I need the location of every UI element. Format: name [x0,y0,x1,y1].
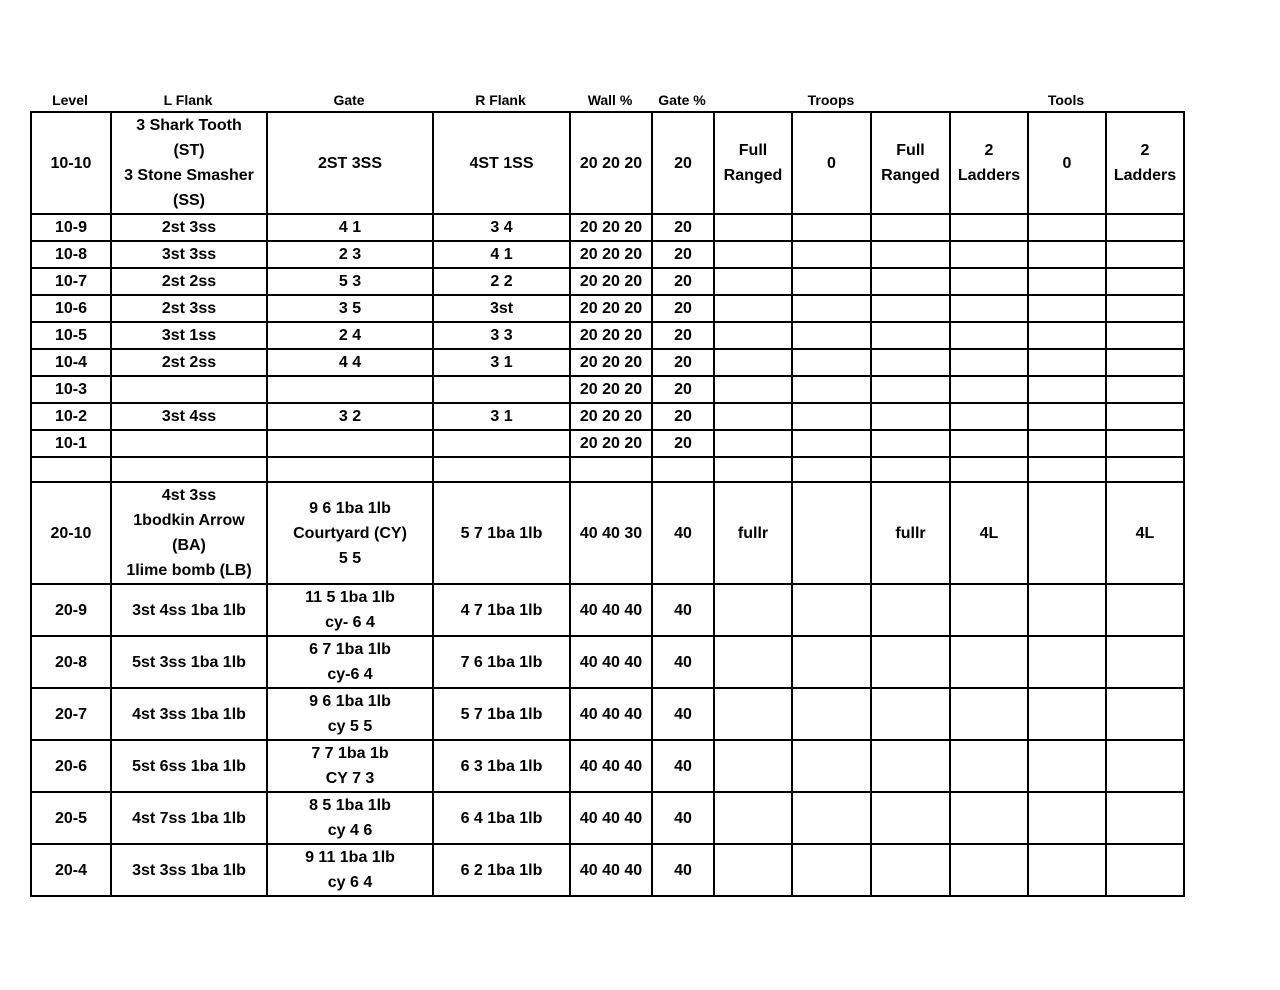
troops-cell-2 [792,482,871,584]
troops-cell-1 [714,376,792,403]
r-flank-cell: 5 7 1ba 1lb [433,482,570,584]
gate-cell: 3 5 [267,295,433,322]
level-cell: 20-10 [31,482,111,584]
gate-cell [267,376,433,403]
troops-cell-3 [871,584,950,636]
r-flank-cell: 2 2 [433,268,570,295]
l-flank-cell: 2st 2ss [111,349,267,376]
tools-cell-1: 2 Ladders [950,112,1028,214]
header-l-flank: L Flank [163,92,213,108]
wall-pct-cell: 20 20 20 [570,214,652,241]
gate-cell: 8 5 1ba 1lb cy 4 6 [267,792,433,844]
troops-cell-1 [714,349,792,376]
wall-pct-cell: 20 20 20 [570,430,652,457]
tools-cell-3 [1106,295,1184,322]
tools-cell-1 [950,214,1028,241]
tools-cell-1 [950,349,1028,376]
troops-cell-1: fullr [714,482,792,584]
gate-pct-cell: 40 [652,688,714,740]
level-cell: 20-6 [31,740,111,792]
table-row [31,376,1184,403]
gate-cell: 3 2 [267,403,433,430]
r-flank-cell: 4ST 1SS [433,112,570,214]
header-troops: Troops [807,92,855,108]
gate-pct-cell: 40 [652,636,714,688]
troops-cell-1 [714,636,792,688]
r-flank-cell [433,457,570,482]
header-r-flank: R Flank [475,92,526,108]
header-wall-pct: Wall % [587,92,633,108]
troops-cell-3 [871,376,950,403]
troops-cell-2 [792,430,871,457]
header-gate-pct: Gate % [658,92,706,108]
wall-pct-cell: 20 20 20 [570,241,652,268]
gate-pct-cell: 40 [652,844,714,896]
tools-cell-2 [1028,740,1106,792]
troops-cell-2 [792,636,871,688]
l-flank-cell: 2st 3ss [111,295,267,322]
troops-cell-2 [792,322,871,349]
l-flank-cell: 3 Shark Tooth (ST) 3 Stone Smasher (SS) [111,112,267,214]
r-flank-cell: 6 4 1ba 1lb [433,792,570,844]
troops-cell-3 [871,295,950,322]
table-row [31,688,1184,740]
level-cell: 20-5 [31,792,111,844]
l-flank-cell: 4st 3ss 1ba 1lb [111,688,267,740]
troops-cell-3 [871,430,950,457]
troops-cell-2 [792,295,871,322]
gate-pct-cell [652,457,714,482]
level-cell: 10-3 [31,376,111,403]
table-row [31,844,1184,896]
troops-cell-1 [714,457,792,482]
level-cell: 10-5 [31,322,111,349]
tools-cell-3 [1106,636,1184,688]
troops-cell-3 [871,688,950,740]
l-flank-cell: 3st 1ss [111,322,267,349]
gate-cell [267,457,433,482]
wall-pct-cell: 40 40 40 [570,792,652,844]
troops-cell-3: Full Ranged [871,112,950,214]
level-cell: 10-4 [31,349,111,376]
troops-cell-2 [792,241,871,268]
table-row [31,295,1184,322]
tools-cell-2 [1028,482,1106,584]
troops-cell-2 [792,688,871,740]
wall-pct-cell: 20 20 20 [570,403,652,430]
l-flank-cell: 3st 4ss 1ba 1lb [111,584,267,636]
tools-cell-1 [950,403,1028,430]
wall-pct-cell: 40 40 40 [570,584,652,636]
tools-cell-2 [1028,268,1106,295]
troops-cell-1 [714,740,792,792]
tools-cell-1 [950,688,1028,740]
l-flank-cell: 3st 4ss [111,403,267,430]
tools-cell-1 [950,376,1028,403]
r-flank-cell: 3 1 [433,403,570,430]
r-flank-cell: 7 6 1ba 1lb [433,636,570,688]
troops-cell-3 [871,844,950,896]
wall-pct-cell: 20 20 20 [570,376,652,403]
troops-cell-1 [714,322,792,349]
r-flank-cell: 5 7 1ba 1lb [433,688,570,740]
troops-cell-1 [714,214,792,241]
troops-cell-2 [792,376,871,403]
level-cell: 20-7 [31,688,111,740]
troops-cell-3 [871,740,950,792]
l-flank-cell [111,376,267,403]
table-row [31,636,1184,688]
troops-cell-2 [792,584,871,636]
troops-cell-3 [871,636,950,688]
wall-pct-cell: 40 40 40 [570,636,652,688]
gate-cell: 4 4 [267,349,433,376]
r-flank-cell: 6 2 1ba 1lb [433,844,570,896]
tools-cell-3 [1106,322,1184,349]
troops-cell-1 [714,584,792,636]
troops-cell-2 [792,844,871,896]
tools-cell-3 [1106,688,1184,740]
header-gate: Gate [333,92,365,108]
l-flank-cell: 3st 3ss [111,241,267,268]
gate-pct-cell: 40 [652,792,714,844]
tools-cell-3 [1106,214,1184,241]
l-flank-cell [111,457,267,482]
r-flank-cell: 3 1 [433,349,570,376]
troops-cell-3 [871,241,950,268]
gate-cell: 4 1 [267,214,433,241]
wall-pct-cell: 20 20 20 [570,295,652,322]
tools-cell-3 [1106,584,1184,636]
level-cell: 10-2 [31,403,111,430]
troops-cell-3 [871,268,950,295]
troops-cell-1 [714,241,792,268]
tools-cell-2 [1028,844,1106,896]
r-flank-cell: 4 1 [433,241,570,268]
l-flank-cell: 5st 3ss 1ba 1lb [111,636,267,688]
tools-cell-2 [1028,636,1106,688]
gate-cell: 2ST 3SS [267,112,433,214]
gate-pct-cell: 40 [652,584,714,636]
level-cell: 10-10 [31,112,111,214]
tools-cell-3: 4L [1106,482,1184,584]
r-flank-cell: 3st [433,295,570,322]
wall-pct-cell: 40 40 40 [570,688,652,740]
gate-pct-cell: 20 [652,295,714,322]
tools-cell-2 [1028,792,1106,844]
level-cell: 10-6 [31,295,111,322]
troops-cell-2 [792,214,871,241]
tools-cell-3 [1106,349,1184,376]
tools-cell-3 [1106,376,1184,403]
level-cell [31,457,111,482]
level-cell: 20-9 [31,584,111,636]
gate-cell: 9 11 1ba 1lb cy 6 4 [267,844,433,896]
l-flank-cell: 4st 7ss 1ba 1lb [111,792,267,844]
tools-cell-3 [1106,740,1184,792]
table-row [31,214,1184,241]
troops-cell-3 [871,403,950,430]
troops-cell-1 [714,295,792,322]
header-level: Level [52,92,88,108]
gate-pct-cell: 20 [652,376,714,403]
r-flank-cell [433,430,570,457]
table-row [31,241,1184,268]
troops-cell-2 [792,403,871,430]
r-flank-cell: 3 3 [433,322,570,349]
tools-cell-2 [1028,403,1106,430]
l-flank-cell: 2st 2ss [111,268,267,295]
gate-cell: 9 6 1ba 1lb cy 5 5 [267,688,433,740]
troops-cell-1: Full Ranged [714,112,792,214]
tools-cell-2 [1028,584,1106,636]
gate-pct-cell: 20 [652,349,714,376]
tools-cell-1 [950,268,1028,295]
gate-pct-cell: 40 [652,740,714,792]
table-row [31,430,1184,457]
troops-cell-3: fullr [871,482,950,584]
tools-cell-1 [950,844,1028,896]
gate-cell: 5 3 [267,268,433,295]
wall-pct-cell: 40 40 40 [570,740,652,792]
tools-cell-1 [950,792,1028,844]
level-cell: 20-4 [31,844,111,896]
tools-cell-1 [950,241,1028,268]
gate-pct-cell: 20 [652,112,714,214]
gate-pct-cell: 20 [652,214,714,241]
tools-cell-2 [1028,295,1106,322]
r-flank-cell: 6 3 1ba 1lb [433,740,570,792]
table-row [31,740,1184,792]
r-flank-cell [433,376,570,403]
gate-cell: 7 7 1ba 1b CY 7 3 [267,740,433,792]
wall-pct-cell: 40 40 40 [570,844,652,896]
gate-cell: 11 5 1ba 1lb cy- 6 4 [267,584,433,636]
r-flank-cell: 4 7 1ba 1lb [433,584,570,636]
gate-cell: 2 4 [267,322,433,349]
tools-cell-1 [950,295,1028,322]
troops-cell-2 [792,349,871,376]
table-row [31,322,1184,349]
troops-cell-2 [792,457,871,482]
level-cell: 10-7 [31,268,111,295]
r-flank-cell: 3 4 [433,214,570,241]
tools-cell-3 [1106,430,1184,457]
tools-cell-2 [1028,349,1106,376]
table-row [31,403,1184,430]
table-row [31,482,1184,584]
tools-cell-3: 2 Ladders [1106,112,1184,214]
siege-table [30,111,1185,897]
troops-cell-1 [714,403,792,430]
l-flank-cell: 2st 3ss [111,214,267,241]
l-flank-cell: 5st 6ss 1ba 1lb [111,740,267,792]
tools-cell-3 [1106,241,1184,268]
l-flank-cell [111,430,267,457]
wall-pct-cell: 20 20 20 [570,268,652,295]
tools-cell-3 [1106,844,1184,896]
troops-cell-2 [792,268,871,295]
level-cell: 10-1 [31,430,111,457]
gate-cell: 6 7 1ba 1lb cy-6 4 [267,636,433,688]
tools-cell-3 [1106,403,1184,430]
troops-cell-1 [714,844,792,896]
gate-cell: 9 6 1ba 1lb Courtyard (CY) 5 5 [267,482,433,584]
troops-cell-2: 0 [792,112,871,214]
l-flank-cell: 4st 3ss 1bodkin Arrow (BA) 1lime bomb (LB) [111,482,267,584]
gate-pct-cell: 20 [652,241,714,268]
gate-pct-cell: 20 [652,322,714,349]
wall-pct-cell [570,457,652,482]
table-row [31,792,1184,844]
tools-cell-2 [1028,376,1106,403]
table-row [31,584,1184,636]
tools-cell-2 [1028,430,1106,457]
gate-pct-cell: 20 [652,403,714,430]
troops-cell-2 [792,792,871,844]
tools-cell-1 [950,636,1028,688]
troops-cell-1 [714,268,792,295]
tools-cell-2 [1028,214,1106,241]
gate-cell [267,430,433,457]
troops-cell-3 [871,349,950,376]
level-cell: 10-8 [31,241,111,268]
gate-pct-cell: 20 [652,268,714,295]
gate-pct-cell: 40 [652,482,714,584]
tools-cell-1 [950,457,1028,482]
troops-cell-3 [871,214,950,241]
tools-cell-2 [1028,241,1106,268]
tools-cell-1: 4L [950,482,1028,584]
level-cell: 10-9 [31,214,111,241]
gate-cell: 2 3 [267,241,433,268]
tools-cell-1 [950,430,1028,457]
tools-cell-3 [1106,457,1184,482]
troops-cell-3 [871,322,950,349]
header-tools: Tools [1047,92,1085,108]
wall-pct-cell: 40 40 30 [570,482,652,584]
wall-pct-cell: 20 20 20 [570,349,652,376]
gate-pct-cell: 20 [652,430,714,457]
tools-cell-2: 0 [1028,112,1106,214]
troops-cell-3 [871,457,950,482]
troops-cell-1 [714,688,792,740]
wall-pct-cell: 20 20 20 [570,112,652,214]
table-row [31,268,1184,295]
l-flank-cell: 3st 3ss 1ba 1lb [111,844,267,896]
table-row [31,349,1184,376]
table-row [31,457,1184,482]
tools-cell-3 [1106,792,1184,844]
tools-cell-1 [950,322,1028,349]
table-row [31,112,1184,214]
tools-cell-1 [950,740,1028,792]
tools-cell-2 [1028,688,1106,740]
troops-cell-1 [714,430,792,457]
tools-cell-2 [1028,322,1106,349]
tools-cell-1 [950,584,1028,636]
wall-pct-cell: 20 20 20 [570,322,652,349]
troops-cell-3 [871,792,950,844]
tools-cell-3 [1106,268,1184,295]
level-cell: 20-8 [31,636,111,688]
tools-cell-2 [1028,457,1106,482]
troops-cell-2 [792,740,871,792]
troops-cell-1 [714,792,792,844]
